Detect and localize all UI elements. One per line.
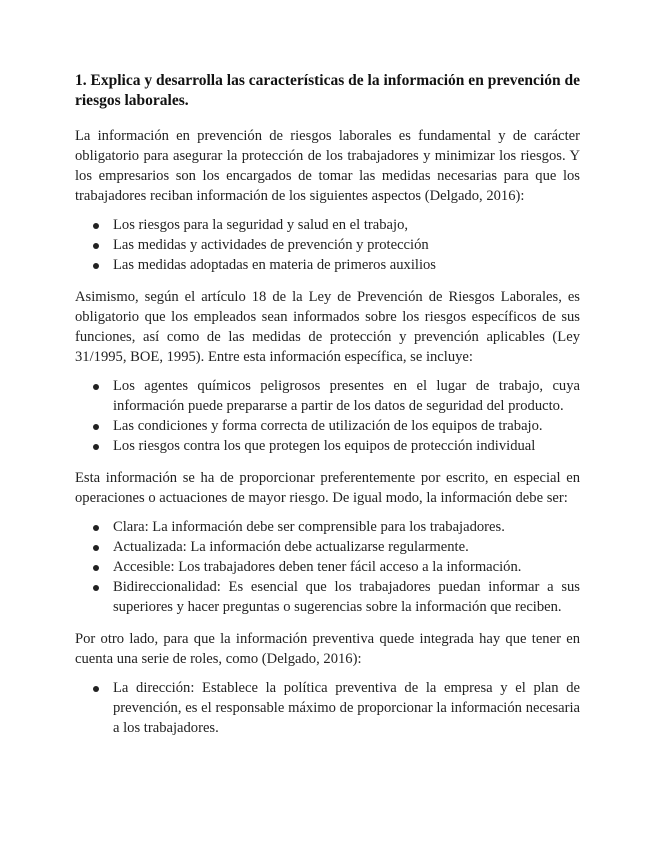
list-item: Las medidas y actividades de prevención y protección bbox=[75, 235, 580, 255]
bullet-icon bbox=[93, 545, 99, 551]
specific-info-list bbox=[75, 376, 580, 456]
list-item: Los riesgos contra los que protegen los equipos de protección individual bbox=[75, 436, 580, 456]
list-item: Bidireccionalidad: Es esencial que los trabajadores puedan informar a sus superiores y hacer preguntas o sugerencias sobre la información que reciben. bbox=[75, 577, 580, 617]
article-18-paragraph: Asimismo, según el artículo 18 de la Ley de Prevención de Riesgos Laborales, es obligatorio que los empleados sean informados sobre los riesgos específicos de sus funciones, así como de las medidas de protección y prevención aplicables (Ley 31/1995, BOE, 1995). Entre esta información específica, se incluye: bbox=[75, 289, 580, 365]
list-item: Las condiciones y forma correcta de utilización de los equipos de trabajo. bbox=[75, 416, 580, 436]
list-item: Los agentes químicos peligrosos presentes en el lugar de trabajo, cuya información puede prepararse a partir de los datos de seguridad del producto. bbox=[75, 376, 580, 416]
bullet-icon bbox=[93, 243, 99, 249]
intro-paragraph: La información en prevención de riesgos laborales es fundamental y de carácter obligatorio para asegurar la protección de los trabajadores y minimizar los riesgos. Y los empresarios son los encargados de tomar las medidas necesarias para que los trabajadores reciban información de los siguientes aspectos (Delgado, 2016): bbox=[75, 128, 580, 204]
question-heading: 1. Explica y desarrolla las características de la información en prevención de riesgos laborales. bbox=[75, 72, 580, 109]
bullet-icon bbox=[93, 444, 99, 450]
bullet-icon bbox=[93, 223, 99, 229]
bullet-icon bbox=[93, 525, 99, 531]
bullet-icon bbox=[93, 686, 99, 692]
list-item: Las medidas adoptadas en materia de primeros auxilios bbox=[75, 255, 580, 275]
bullet-icon bbox=[93, 585, 99, 591]
list-item: La dirección: Establece la política preventiva de la empresa y el plan de prevención, es el responsable máximo de proporcionar la información necesaria a los trabajadores. bbox=[75, 678, 580, 738]
list-item: Accesible: Los trabajadores deben tener fácil acceso a la información. bbox=[75, 557, 580, 577]
bullet-icon bbox=[93, 424, 99, 430]
roles-list bbox=[75, 678, 580, 738]
info-characteristics-list bbox=[75, 517, 580, 617]
bullet-icon bbox=[93, 565, 99, 571]
roles-paragraph: Por otro lado, para que la información preventiva quede integrada hay que tener en cuenta una serie de roles, como (Delgado, 2016): bbox=[75, 631, 580, 667]
list-item: Los riesgos para la seguridad y salud en el trabajo, bbox=[75, 215, 580, 235]
bullet-icon bbox=[93, 263, 99, 269]
list-item: Actualizada: La información debe actualizarse regularmente. bbox=[75, 537, 580, 557]
info-aspects-list bbox=[75, 215, 580, 275]
written-info-paragraph: Esta información se ha de proporcionar preferentemente por escrito, en especial en operaciones o actuaciones de mayor riesgo. De igual modo, la información debe ser: bbox=[75, 470, 580, 506]
document-page bbox=[75, 71, 580, 750]
bullet-icon bbox=[93, 384, 99, 390]
list-item: Clara: La información debe ser comprensible para los trabajadores. bbox=[75, 517, 580, 537]
